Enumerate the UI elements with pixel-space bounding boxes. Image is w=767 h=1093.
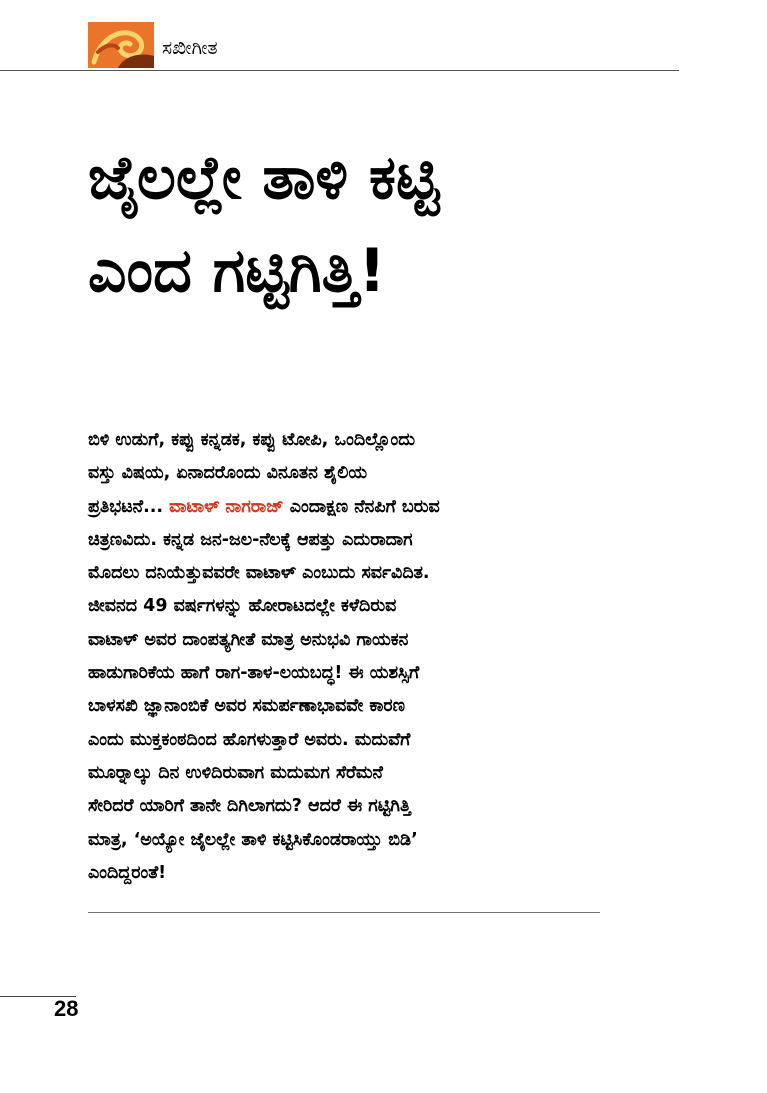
body-line: ವಸ್ತು ವಿಷಯ, ಏನಾದರೊಂದು ವಿನೂತನ ಶೈಲಿಯ xyxy=(88,463,368,484)
body-line: ಮೊದಲು ದನಿಯೆತ್ತುವವರೇ ವಾಟಾಳ್ ಎಂಬುದು ಸರ್ವವಿದಿತ. xyxy=(88,563,430,584)
highlighted-name: ವಾಟಾಳ್ ನಾಗರಾಜ್ xyxy=(169,496,284,517)
flame-swirl-logo-icon xyxy=(88,22,154,68)
body-line: ವಾಟಾಳ್ ಅವರ ದಾಂಪತ್ಯಗೀತೆ ಮಾತ್ರ ಅನುಭವಿ ಗಾಯಕನ xyxy=(88,629,409,650)
body-line-text: ಎಂದಾಕ್ಷಣ ನೆನಪಿಗೆ ಬರುವ xyxy=(283,496,440,517)
body-line: ಹಾಡುಗಾರಿಕೆಯ ಹಾಗೆ ರಾಗ-ತಾಳ-ಲಯಬದ್ಧ! ಈ ಯಶಸ್ಸಿಗೆ xyxy=(88,663,420,684)
body-line-with-highlight xyxy=(88,491,608,524)
body-line: ಎಂದು ಮುಕ್ತಕಂಠದಿಂದ ಹೊಗಳುತ್ತಾರೆ ಅವರು. ಮದುವೆಗೆ xyxy=(88,729,411,750)
body-line: ಜೀವನದ 49 ವರ್ಷಗಳನ್ನು ಹೋರಾಟದಲ್ಲೇ ಕಳೆದಿರುವ xyxy=(88,596,397,617)
body-line: ಮಾತ್ರ, ‘ಅಯ್ಯೋ ಜೈಲಲ್ಲೇ ತಾಳಿ ಕಟ್ಟಿಸಿಕೊಂಡರಾಯ್ತು ಬಿಡಿ’ xyxy=(88,829,418,850)
body-line: ಬಿಳಿ ಉಡುಗೆ, ಕಪ್ಪು ಕನ್ನಡಕ, ಕಪ್ಪು ಟೋಪಿ, ಒಂದಿಲ್ಲೊಂದು xyxy=(88,430,416,450)
body-line-text: ಪ್ರತಿಭಟನೆ... xyxy=(88,496,170,517)
headline xyxy=(88,132,688,318)
body-line: ಚಿತ್ರಣವಿದು. ಕನ್ನಡ ಜನ-ಜಲ-ನೆಲಕ್ಕೆ ಆಪತ್ತು ಎದುರಾದಾಗ xyxy=(88,529,413,550)
page-number: 28 xyxy=(54,996,79,1021)
article-end-divider xyxy=(88,912,600,913)
body-line: ಬಾಳಸಖಿ ಜ್ಞಾನಾಂಬಿಕೆ ಅವರ ಸಮರ್ಪಣಾಭಾವವೇ ಕಾರಣ xyxy=(88,696,406,717)
body-line: ಎಂದಿದ್ದರಂತೆ! xyxy=(88,862,167,883)
article-body xyxy=(88,424,608,890)
header-divider xyxy=(0,70,679,71)
headline-line-1: ಜೈಲಲ್ಲೇ ತಾಳಿ ಕಟ್ಟಿ xyxy=(88,143,440,213)
section-title: ಸಖೀಗೀತ xyxy=(162,37,218,59)
headline-line-2: ಎಂದ ಗಟ್ಟಿಗಿತ್ತಿ! xyxy=(88,236,386,306)
body-line: ಸೇರಿದರೆ ಯಾರಿಗೆ ತಾನೇ ದಿಗಿಲಾಗದು? ಆದರೆ ಈ ಗಟ್ಟಿಗಿತ್ತಿ xyxy=(88,796,411,817)
body-line: ಮೂರ್‍ನಾಲ್ಕು ದಿನ ಉಳಿದಿರುವಾಗ ಮದುಮಗ ಸೆರೆಮನೆ xyxy=(88,762,383,783)
